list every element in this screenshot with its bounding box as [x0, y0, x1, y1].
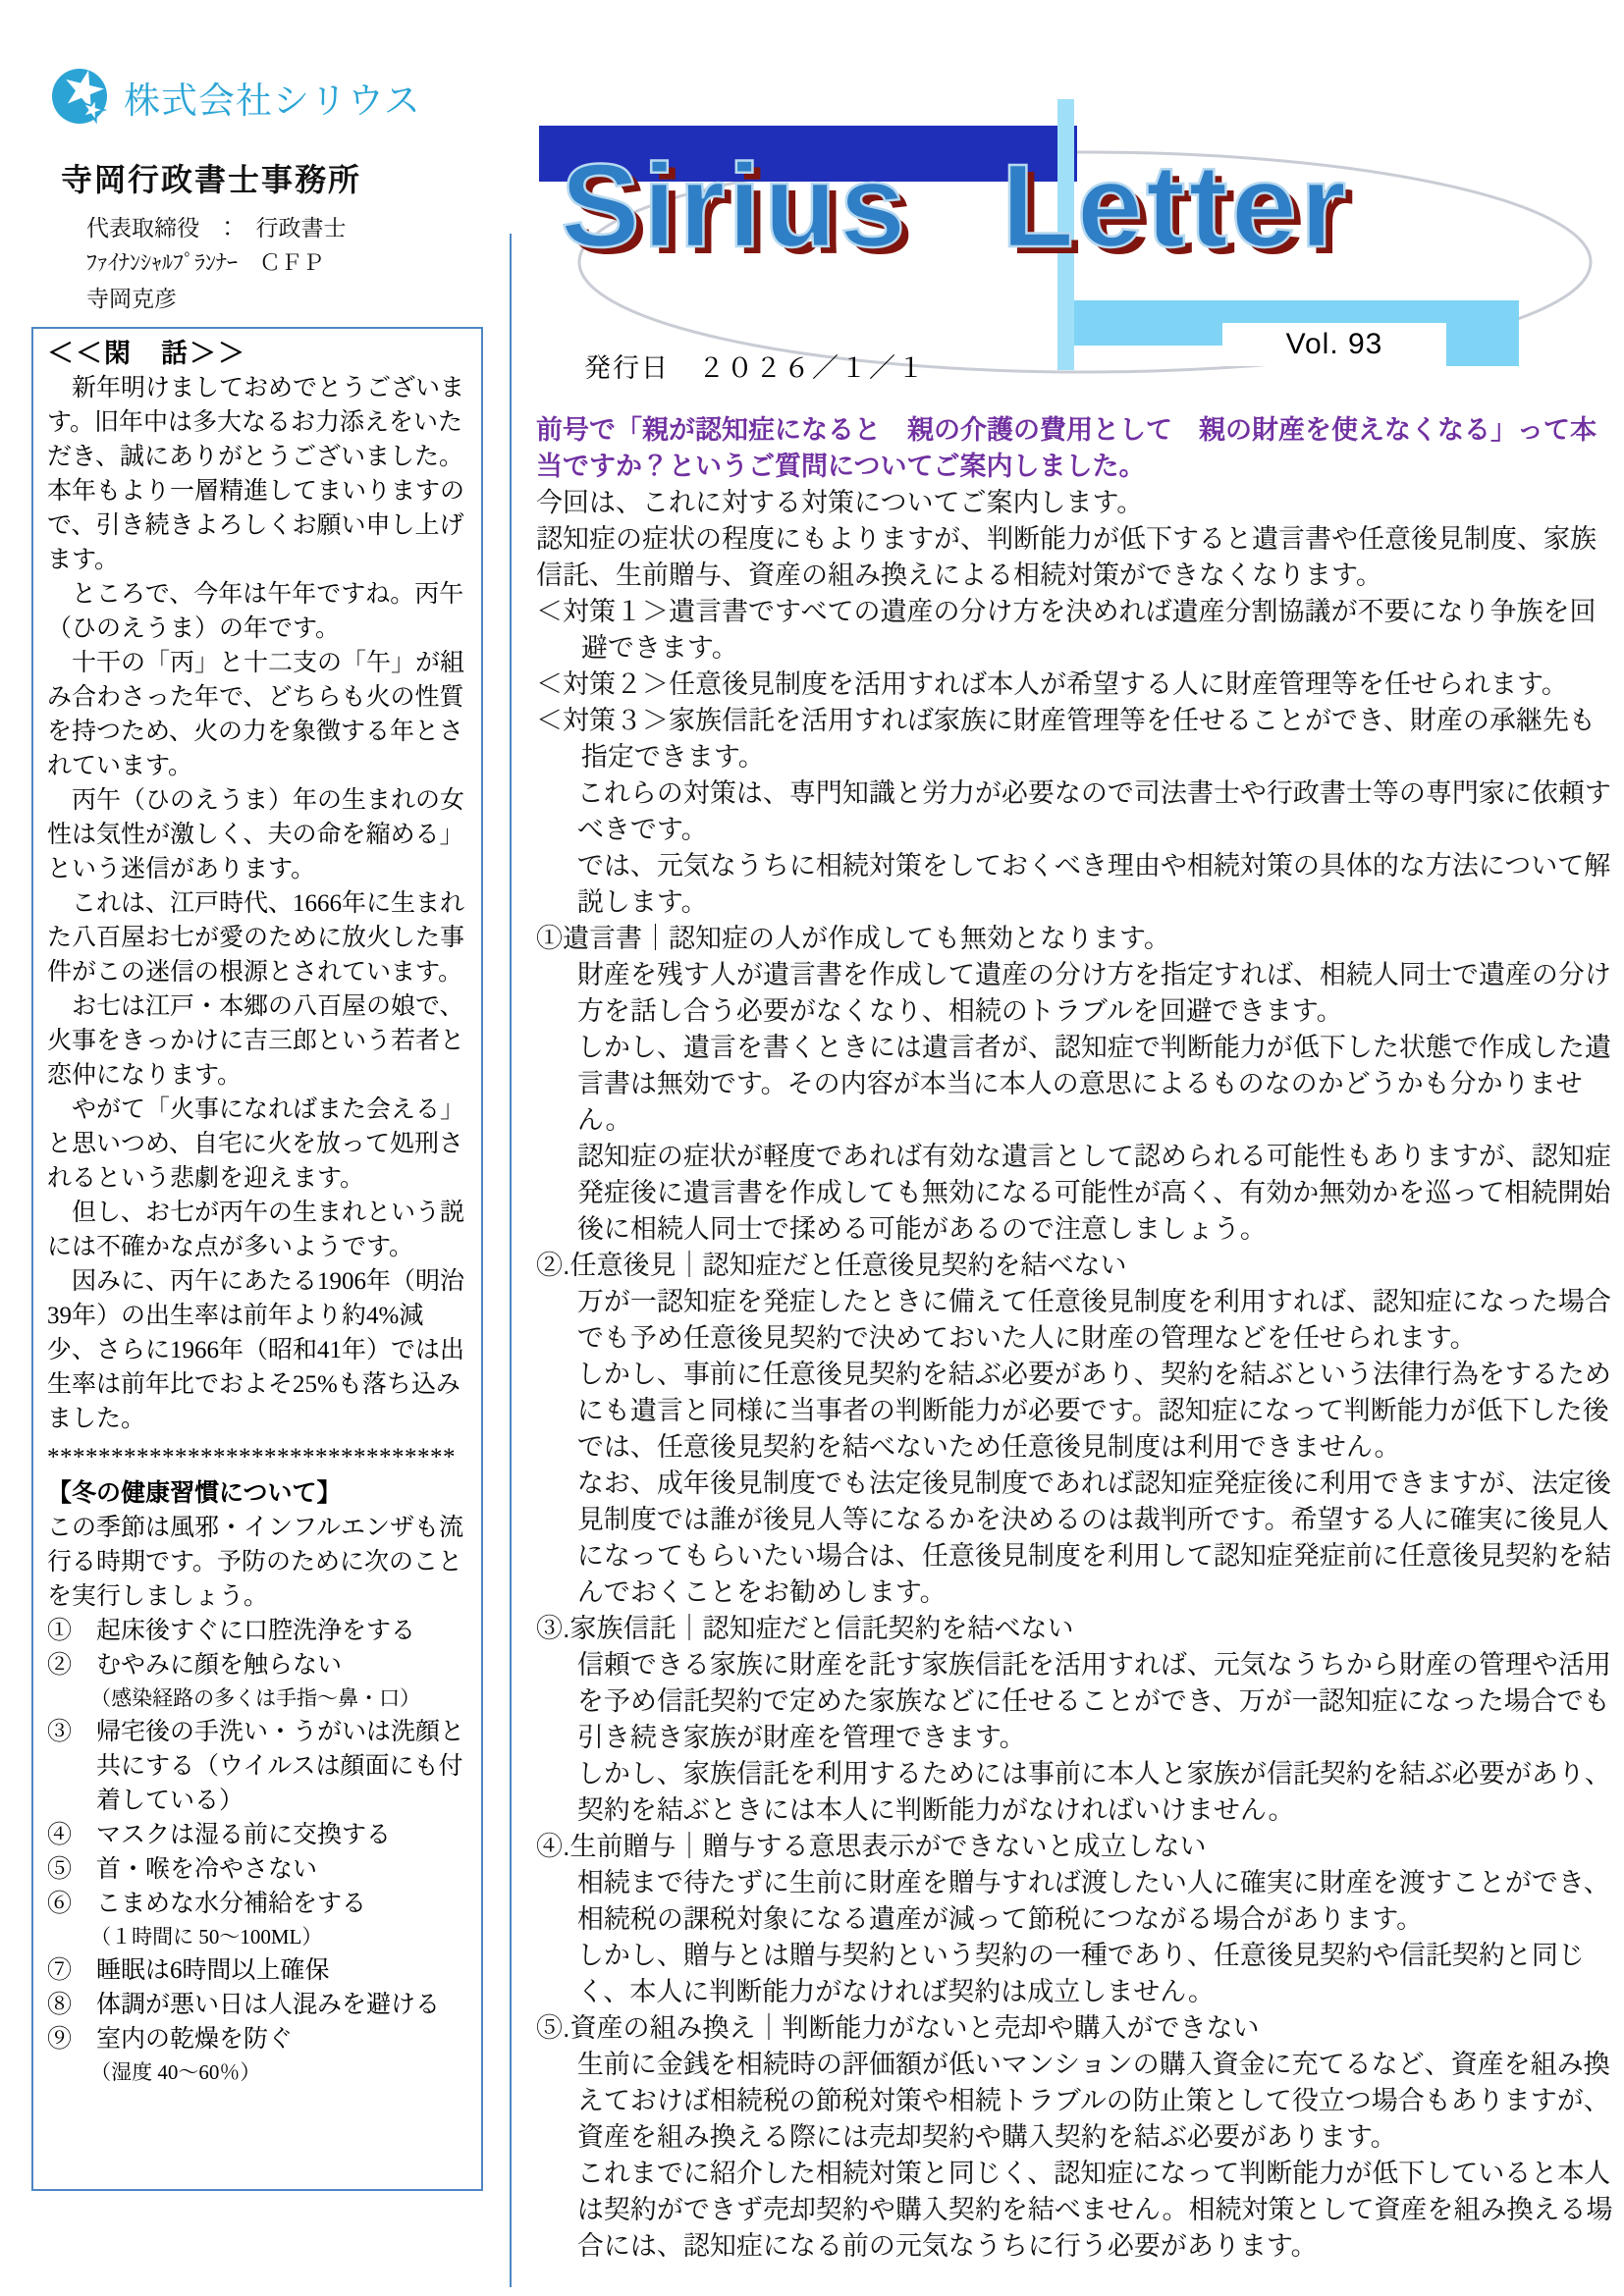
- financial-planner-line: ﾌｧｲﾅﾝｼｬﾙﾌﾟﾗﾝﾅｰ ＣＦＰ: [86, 250, 325, 275]
- article-paragraph: ＜対策２＞任意後見制度を活用すれば本人が希望する人に財産管理等を任せられます。: [536, 669, 1568, 699]
- sirius-star-logo-icon: [51, 67, 114, 128]
- article-paragraph: ④.生前贈与｜贈与する意思表示ができないと成立しない: [536, 1832, 1207, 1861]
- box-paragraph: ところで、今年は午年ですね。丙午（ひのえうま）の年です。: [47, 581, 464, 642]
- article-paragraph: 認知症の症状の程度にもよりますが、判断能力が低下すると遺言書や任意後見制度、家族信託、生前贈与、資産の組み換えによる相続対策ができなくなります。: [536, 524, 1597, 590]
- box-paragraph: やがて「火事になればまた会える」と思いつめ、自宅に火を放って処刑されるという悲劇を迎えます。: [47, 1096, 465, 1192]
- person-name: 寺岡克彦: [86, 286, 177, 311]
- box-paragraph: 丙午（ひのえうま）年の生まれの女性は気性が激しく、夫の命を縮める」という迷信があります。: [47, 787, 465, 882]
- box-paragraph: ③ 帰宅後の手洗い・うがいは洗顔と共にする（ウイルスは顔面にも付着している）: [47, 1719, 465, 1814]
- box-paragraph: ⑥ こまめな水分補給をする: [47, 1891, 367, 1917]
- box-paragraph: この季節は風邪・インフルエンザも流行る時期です。予防のために次のことを実行しましょう。: [47, 1515, 464, 1610]
- company-logo: [51, 67, 421, 128]
- box-paragraph: ④ マスクは湿る前に交換する: [47, 1822, 392, 1848]
- banner-sky-endcap: [1446, 323, 1519, 366]
- article-paragraph: これまでに紹介した相続対策と同じく、認知症になって判断能力が低下していると本人は契約ができず売却契約や購入契約を結べません。相続対策として資産を組み換える場合には、認知症になる前の元気なうちに行う必要があります。: [576, 2159, 1613, 2261]
- newsletter-title: Sirius Letter: [561, 138, 1350, 272]
- office-name: 寺岡行政書士事務所: [61, 162, 362, 197]
- box-paragraph: 但し、お七が丙午の生まれという説には不確かな点が多いようです。: [47, 1200, 465, 1260]
- box-paragraph: 【冬の健康習慣について】: [47, 1480, 342, 1507]
- article-paragraph: これらの対策は、専門知識と労力が必要なので司法書士や行政書士等の専門家に依頼すべきです。: [576, 778, 1611, 844]
- idle-talk-box: [31, 327, 483, 2191]
- box-paragraph: ********************************: [47, 1444, 456, 1470]
- article-paragraph: 財産を残す人が遺言書を作成して遺産の分け方を指定すれば、相続人同士で遺産の分け方を話し合う必要がなくなり、相続のトラブルを回避できます。: [576, 960, 1611, 1026]
- article-paragraph: しかし、事前に任意後見契約を結ぶ必要があり、契約を結ぶという法律行為をするためにも遺言と同様に当事者の判断能力が必要です。認知症になって判断能力が低下した後では、任意後見契約を結べないため任意後見制度は利用できません。: [576, 1360, 1611, 1462]
- article-paragraph: ＜対策１＞遺言書ですべての遺産の分け方を決めれば遺産分割協議が不要になり争族を回避できます。: [536, 597, 1597, 663]
- article-paragraph: しかし、遺言を書くときには遺言者が、認知症で判断能力が低下した状態で作成した遺言書は無効です。その内容が本当に本人の意思によるものなのかどうかも分かりません。: [576, 1033, 1611, 1135]
- box-paragraph: ＜＜閑 話＞＞: [47, 339, 246, 368]
- office-subtitle: [86, 210, 347, 316]
- article-paragraph: しかし、家族信託を利用するためには事前に本人と家族が信託契約を結ぶ必要があり、契約を結ぶときには本人に判断能力がなければいけません。: [576, 1759, 1611, 1825]
- box-paragraph: ⑦ 睡眠は6時間以上確保: [47, 1957, 330, 1984]
- article-paragraph: 認知症の症状が軽度であれば有効な遺言として認められる可能性もありますが、認知症発症後に遺言書を作成しても無効になる可能性が高く、有効か無効かを巡って相続開始後に相続人同士で揉める可能があるので注意しましょう。: [576, 1142, 1611, 1244]
- column-divider: [510, 234, 512, 2287]
- box-paragraph: お七は江戸・本郷の八百屋の娘で、火事をきっかけに吉三郎という若者と恋仲になります。: [47, 993, 465, 1089]
- article-paragraph: ⑤.資産の組み換え｜判断能力がないと売却や購入ができない: [536, 2013, 1260, 2043]
- article-paragraph: 万が一認知症を発症したときに備えて任意後見制度を利用すれば、認知症になった場合でも予め任意後見契約で決めておいた人に財産の管理などを任せられます。: [576, 1287, 1611, 1353]
- box-paragraph: 十干の「丙」と十二支の「午」が組み合わさった年で、どちらも火の性質を持つため、火の力を象徴する年とされています。: [47, 650, 465, 779]
- box-paragraph: （１時間に 50～100ML）: [90, 1925, 323, 1949]
- box-paragraph: ⑨ 室内の乾燥を防ぐ: [47, 2026, 294, 2053]
- article-paragraph: ＜対策３＞家族信託を活用すれば家族に財産管理等を任せることができ、財産の承継先も指定できます。: [536, 706, 1596, 772]
- article-paragraph: ①遺言書｜認知症の人が作成しても無効となります。: [536, 924, 1170, 953]
- box-paragraph: ⑤ 首・喉を冷やさない: [47, 1856, 318, 1883]
- article-paragraph: ③.家族信託｜認知症だと信託契約を結べない: [536, 1614, 1074, 1643]
- volume-badge: [1222, 323, 1446, 366]
- article-paragraph: 相続まで待たずに生前に財産を贈与すれば渡したい人に確実に財産を渡すことができ、相続税の課税対象になる遺産が減って節税につながる場合があります。: [576, 1868, 1610, 1934]
- volume-number: Vol. 93: [1285, 328, 1383, 360]
- box-paragraph: （湿度 40～60％）: [90, 2060, 261, 2084]
- box-paragraph: （感染経路の多くは手指～鼻・口）: [90, 1686, 421, 1710]
- newsletter-banner: [535, 83, 1617, 400]
- article-paragraph: 前号で「親が認知症になると 親の介護の費用として 親の財産を使えなくなる」って本当ですか？というご質問についてご案内しました。: [536, 415, 1597, 481]
- article-paragraph: なお、成年後見制度でも法定後見制度であれば認知症発症後に利用できますが、法定後見制度では誰が後見人等になるかを決めるのは裁判所です。希望する人に確実に後見人になってもらいたい場合は、任意後見制度を利用して認知症発症前に任意後見契約を結んでおくことをお勧めします。: [576, 1468, 1611, 1607]
- article-paragraph: 今回は、これに対する対策についてご案内します。: [536, 488, 1144, 517]
- issue-date: 発行日 ２０２６／１／１: [584, 353, 926, 383]
- box-paragraph: ⑧ 体調が悪い日は人混みを避ける: [47, 1992, 441, 2018]
- article-paragraph: 信頼できる家族に財産を託す家族信託を活用すれば、元気なうちから財産の管理や活用を予め信託契約で定めた家族などに任せることができ、万が一認知症になった場合でも引き続き家族が財産を管理できます。: [576, 1650, 1611, 1752]
- article-paragraph: では、元気なうちに相続対策をしておくべき理由や相続対策の具体的な方法について解説します。: [576, 851, 1611, 917]
- box-paragraph: 因みに、丙午にあたる1906年（明治39年）の出生率は前年より約4%減少、さらに1966年（昭和41年）では出生率は前年比でおよそ25%も落ち込みました。: [47, 1268, 465, 1432]
- box-paragraph: これは、江戸時代、1666年に生まれた八百屋お七が愛のために放火した事件がこの迷信の根源とされています。: [47, 890, 465, 986]
- box-paragraph: ② むやみに顔を触らない: [47, 1652, 343, 1679]
- box-paragraph: ① 起床後すぐに口腔洗浄をする: [47, 1618, 416, 1644]
- article-body: [536, 412, 1614, 2265]
- article-paragraph: 生前に金銭を相続時の評価額が低いマンションの購入資金に充てるなど、資産を組み換えておけば相続税の節税対策や相続トラブルの防止策として役立つ場合もありますが、資産を組み換える際には売却契約や購入契約を結ぶ必要があります。: [576, 2050, 1610, 2152]
- company-name: 株式会社シリウス: [124, 80, 421, 121]
- article-paragraph: しかし、贈与とは贈与契約という契約の一種であり、任意後見契約や信託契約と同じく、本人に判断能力がなければ契約は成立しません。: [576, 1941, 1585, 2006]
- representative-line: 代表取締役 ： 行政書士: [86, 215, 347, 240]
- box-paragraph: 新年明けましておめでとうございます。旧年中は多大なるお力添えをいただき、誠にありがとうございました。本年もより一層精進してまいりますので、引き続きよろしくお願い申し上げます。: [47, 375, 465, 573]
- article-paragraph: ②.任意後見｜認知症だと任意後見契約を結べない: [536, 1251, 1127, 1280]
